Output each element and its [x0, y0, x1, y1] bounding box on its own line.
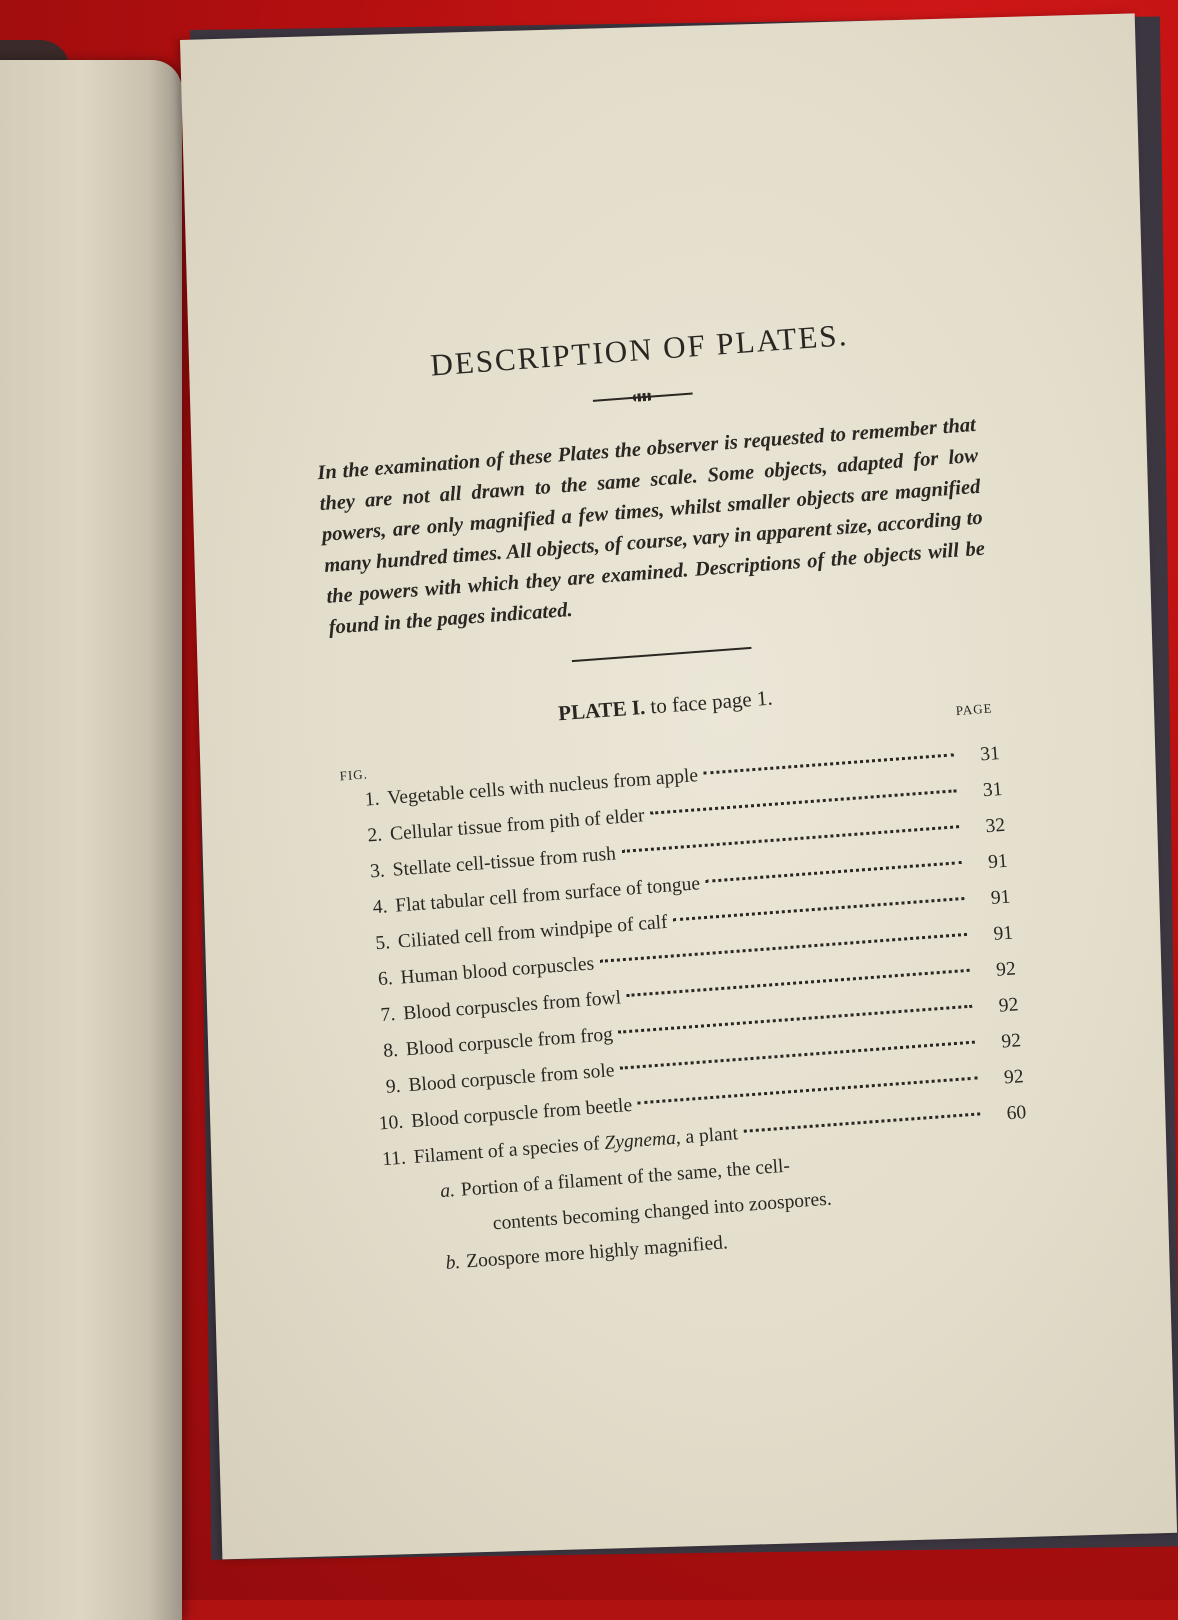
figure-description: Blood corpuscle from beetle [410, 1094, 633, 1133]
dot-leader [706, 861, 962, 883]
figure-description: Human blood corpuscles [399, 953, 595, 989]
figure-number: 9. [385, 1075, 402, 1098]
figure-page: 60 [1005, 1102, 1027, 1125]
figure-number: 4. [372, 896, 389, 919]
figure-list [340, 736, 1027, 1179]
figure-description: Vegetable cells with nucleus from apple [386, 765, 699, 809]
intro-paragraph: In the examination of these Plates the observer is requested to remember that they are not all drawn to the same scale. Some objects, adapted for low powers, are only magnified a few times, whilst smaller objects are magnified many hundred times. All objects, of course, vary in apparent size, according to the powers with which they are examined. Descriptions of the objects will be found in the pages indicated. [316, 413, 986, 639]
plate-number: PLATE I. [557, 694, 647, 726]
left-page [0, 60, 182, 1620]
sub-item-text: Portion of a filament of the same, the cell- [460, 1155, 791, 1201]
sub-item-a-continued: contents becoming changed into zoospores. [492, 1188, 833, 1235]
figure-page: 31 [982, 778, 1004, 802]
figure-number: 8. [382, 1039, 399, 1062]
page-column-label: PAGE [955, 700, 994, 719]
sub-item-letter: a. [439, 1180, 456, 1203]
dot-leader [673, 897, 964, 921]
figure-number: 5. [374, 932, 391, 955]
figure-description: Blood corpuscle from frog [405, 1024, 614, 1061]
figure-description: Ciliated cell from windpipe of calf [397, 911, 669, 953]
figure-description-end: , a plant [675, 1123, 739, 1149]
sub-item-letter: b. [444, 1251, 462, 1274]
figure-page: 92 [998, 994, 1020, 1017]
figure-description: Flat tabular cell from surface of tongue [394, 873, 701, 917]
figure-number: 1. [364, 788, 381, 811]
dot-leader [704, 753, 954, 774]
figure-number: 2. [366, 824, 383, 847]
figure-page: 91 [987, 850, 1009, 874]
plate-facing-note: to face page 1. [649, 685, 774, 719]
figure-number: 6. [377, 968, 394, 991]
figure-page: 92 [1000, 1030, 1022, 1053]
figure-description-start: Filament of a species of [413, 1133, 606, 1168]
figure-page: 32 [984, 814, 1006, 838]
fig-column-label: FIG. [339, 766, 369, 784]
figure-number: 10. [378, 1111, 404, 1135]
sub-item-text: Zoospore more highly magnified. [465, 1232, 729, 1273]
figure-page: 92 [1003, 1066, 1025, 1089]
ornament-divider [593, 393, 693, 402]
figure-description: Cellular tissue from pith of elder [389, 805, 646, 845]
horizontal-rule [572, 647, 752, 662]
dot-leader [744, 1112, 981, 1132]
right-page [180, 13, 1177, 1559]
figure-number: 11. [381, 1147, 407, 1171]
page-title: DESCRIPTION OF PLATES. [429, 317, 850, 383]
figure-number: 3. [369, 860, 386, 883]
figure-page: 91 [990, 886, 1012, 910]
figure-description: Blood corpuscles from fowl [402, 987, 622, 1025]
figure-number: 7. [379, 1003, 397, 1027]
page-content [309, 308, 1036, 1287]
figure-page: 31 [979, 743, 1001, 766]
figure-description: Stellate cell-tissue from rush [391, 843, 617, 881]
figure-description: Blood corpuscle from sole [407, 1060, 616, 1097]
figure-page: 91 [992, 922, 1014, 945]
genus-name: Zygnema [603, 1127, 677, 1154]
figure-page: 92 [995, 958, 1017, 981]
